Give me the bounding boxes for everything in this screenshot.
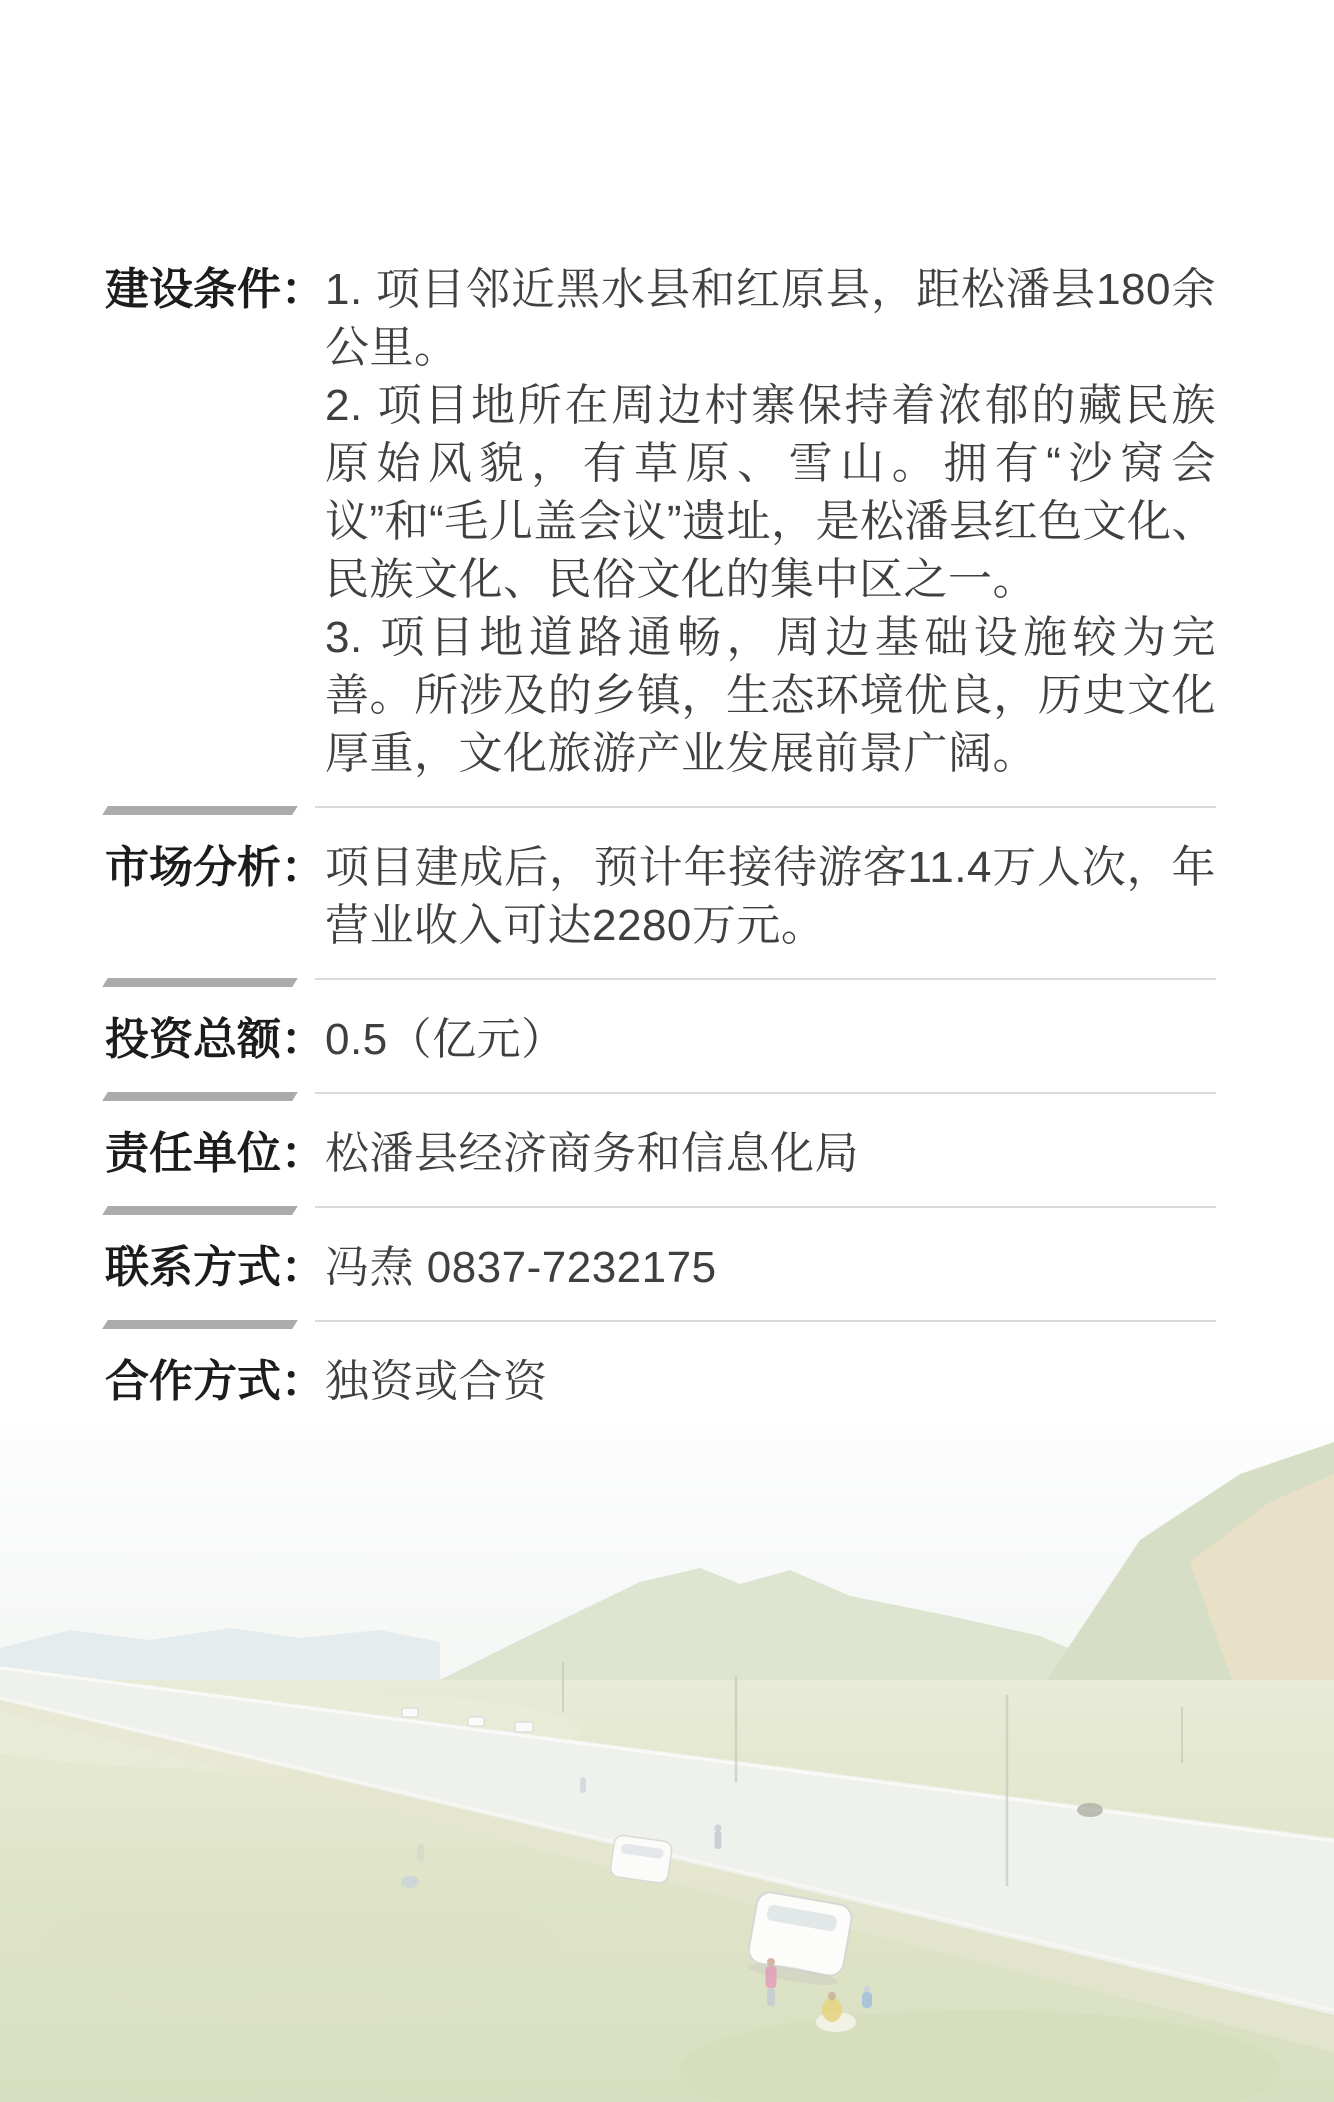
section-cooperation-mode <box>105 1330 1216 1434</box>
condition-item-3: 3. 项目地道路通畅，周边基础设施较为完善。所涉及的乡镇，生态环境优良，历史文化厚重，文化旅游产业发展前景广阔。 <box>325 613 1216 778</box>
condition-item-2: 2. 项目地所在周边村寨保持着浓郁的藏民族原始风貌，有草原、雪山。拥有“沙窝会议”和“毛儿盖会议”遗址，是松潘县红色文化、民族文化、民俗文化的集中区之一。 <box>325 381 1216 604</box>
cooperation-mode-value: 独资或合资 <box>325 1357 548 1406</box>
divider-line <box>315 806 1216 808</box>
divider-line <box>315 1320 1216 1322</box>
section-market-analysis <box>105 816 1216 978</box>
divider-bar <box>102 1320 298 1329</box>
total-investment-value: 0.5（亿元） <box>325 1015 566 1064</box>
condition-item-1: 1. 项目邻近黑水县和红原县，距松潘县180余公里。 <box>325 265 1216 372</box>
market-analysis-label: 市场分析： <box>105 843 325 892</box>
section-contact-info <box>105 1216 1216 1320</box>
construction-conditions-body <box>325 261 1216 783</box>
divider-bar <box>102 1206 298 1215</box>
divider-line <box>315 1206 1216 1208</box>
market-analysis-body: 项目建成后，预计年接待游客11.4万人次，年营业收入可达2280万元。 <box>325 843 1216 950</box>
divider-line <box>315 978 1216 980</box>
total-investment-label: 投资总额： <box>105 1015 325 1064</box>
person-near-road-far <box>580 1777 586 1793</box>
grass-shade-patch <box>40 1880 560 2020</box>
section-divider <box>105 1092 1216 1102</box>
section-construction-conditions <box>105 238 1216 806</box>
construction-conditions-label: 建设条件： <box>105 265 325 314</box>
divider-bar <box>102 1092 298 1101</box>
responsible-unit-label: 责任单位： <box>105 1129 325 1178</box>
distant-car <box>402 1708 418 1717</box>
distant-car <box>515 1722 533 1732</box>
cooperation-mode-label: 合作方式： <box>105 1357 325 1406</box>
landscape-photo-svg <box>0 1430 1334 2102</box>
horse <box>1077 1803 1103 1817</box>
divider-line <box>315 1092 1216 1094</box>
divider-bar <box>102 978 298 987</box>
landscape-photo <box>0 1430 1334 2102</box>
divider-bar <box>102 806 298 815</box>
contact-info-value: 冯焘 0837-7232175 <box>325 1243 717 1292</box>
section-divider <box>105 978 1216 988</box>
responsible-unit-value: 松潘县经济商务和信息化局 <box>325 1129 859 1178</box>
white-suv-small <box>609 1834 672 1884</box>
section-responsible-unit <box>105 1102 1216 1206</box>
contact-info-label: 联系方式： <box>105 1243 325 1292</box>
section-divider <box>105 1320 1216 1330</box>
distant-car <box>468 1717 484 1726</box>
section-divider <box>105 806 1216 816</box>
person-standing-roadside <box>715 1825 722 1850</box>
section-total-investment <box>105 988 1216 1092</box>
content-column <box>105 238 1216 1444</box>
section-divider <box>105 1206 1216 1216</box>
